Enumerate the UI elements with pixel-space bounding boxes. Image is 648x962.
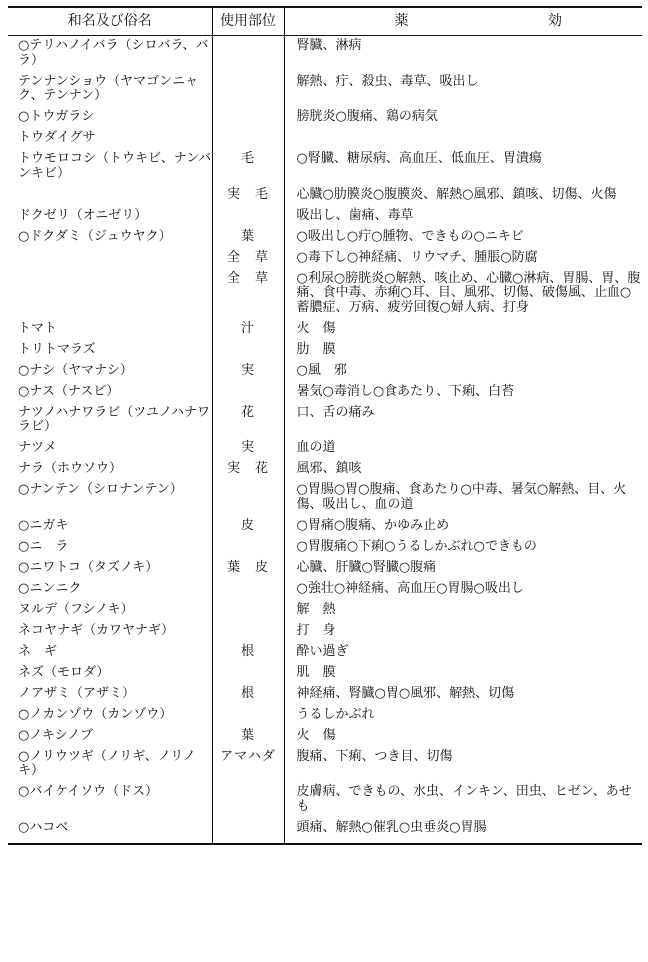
used-part (212, 663, 284, 684)
table-row (8, 340, 642, 361)
header-effect-char-2: 効 (548, 13, 562, 30)
plant-name: ナラ（ホウソウ） (8, 459, 212, 480)
plant-name (8, 185, 212, 206)
medicinal-effect: 解熱、疔、殺虫、毒草、吸出し (296, 73, 479, 89)
used-part (212, 705, 284, 726)
table-row (8, 227, 642, 248)
used-part (212, 72, 284, 108)
medicinal-effect: 心臓○肋膜炎○腹膜炎、解熱○風邪、鎮咳、切傷、火傷 (296, 186, 617, 202)
medicinal-effect: 暑気○毒消し○食あたり、下痢、白苔 (296, 383, 515, 399)
medicinal-effect: 神経痛、腎臓○胃○風邪、解熱、切傷 (296, 685, 515, 701)
used-part: 毛 (212, 149, 284, 185)
medicinal-effect: ○毒下し○神経痛、リウマチ、腫脹○防腐 (296, 249, 538, 265)
used-part: 葉 (212, 227, 284, 248)
used-part (212, 340, 284, 361)
plant-name: トマト (8, 319, 212, 340)
used-part: 葉 (212, 726, 284, 747)
table-row (8, 782, 642, 818)
medicinal-effect: 皮膚病、できもの、水虫、インキン、田虫、ヒゼン、あせも (296, 784, 632, 814)
plant-name: ○ノキシノブ (8, 726, 212, 747)
plant-name: ナツメ (8, 438, 212, 459)
table-row (8, 248, 642, 269)
table-row (8, 185, 642, 206)
medicinal-effect: ○強壮○神経痛、高血圧○胃腸○吸出し (296, 580, 524, 596)
header-effect (284, 7, 642, 36)
plant-name: ○ニ ラ (8, 537, 212, 558)
used-part: 根 (212, 684, 284, 705)
plant-name: ○ナス（ナスビ） (8, 382, 212, 403)
plant-name: ○テリハノイバラ（シロバラ、バラ） (8, 36, 212, 72)
table-row (8, 128, 642, 149)
medicinal-effect: 頭痛、解熱○催乳○虫垂炎○胃腸 (284, 818, 642, 845)
table-row (8, 361, 642, 382)
used-part: 実 (212, 361, 284, 382)
medicinal-effect: 火 傷 (296, 727, 336, 743)
plant-name: ○ハコベ (8, 818, 212, 845)
medicinal-effect: 膀胱炎○腹痛、鶏の病気 (296, 109, 438, 124)
used-part (212, 128, 284, 149)
used-part (212, 537, 284, 558)
table-row (8, 558, 642, 579)
plant-name: ナツノハナワラビ（ツユノハナワラビ） (8, 403, 212, 439)
table-row (8, 72, 642, 108)
medicinal-effect: 吸出し、歯痛、毒草 (296, 207, 414, 223)
table-row (8, 403, 642, 439)
used-part: 汁 (212, 319, 284, 340)
medicinal-effect: 打 身 (296, 622, 336, 638)
used-part (212, 579, 284, 600)
used-part: 全 草 (212, 248, 284, 269)
table-row (8, 726, 642, 747)
table-body (8, 36, 642, 845)
table-row (8, 642, 642, 663)
medicinal-effect: 口、舌の痛み (296, 404, 375, 420)
table-row (8, 149, 642, 185)
used-part (212, 36, 284, 72)
medicinal-effect: ○腎臓、糖尿病、高血圧、低血圧、胃潰瘍 (296, 151, 542, 166)
medicinal-effect: 酔い過ぎ (296, 643, 349, 659)
plant-name: ドクゼリ（オニゼリ） (8, 206, 212, 227)
plant-name: ○ニワトコ（タズノキ） (8, 558, 212, 579)
medicinal-effect: 風邪、鎮咳 (296, 461, 362, 476)
medicinal-effect: 解 熱 (296, 601, 336, 617)
table-row (8, 537, 642, 558)
medicinal-effect: ○胃痛○腹痛、かゆみ止め (296, 517, 450, 533)
header-name: 和名及び俗名 (8, 7, 212, 36)
medicinal-effect: ○吸出し○疔○腫物、できもの○ニキビ (296, 228, 524, 244)
used-part: 根 (212, 642, 284, 663)
header-effect-char-1: 薬 (394, 13, 409, 30)
medicinal-effect: 腎臓、淋病 (296, 38, 362, 53)
table-row (8, 747, 642, 783)
plant-name: ○ノリウツギ（ノリギ、ノリノキ） (8, 747, 212, 783)
table-row (8, 459, 642, 480)
table-row (8, 621, 642, 642)
plant-name: ○バイケイソウ（ドス） (8, 782, 212, 818)
used-part: 皮 (212, 516, 284, 537)
used-part: 実 毛 (212, 185, 284, 206)
table-row (8, 269, 642, 319)
medicinal-effect: 肋 膜 (296, 341, 336, 357)
used-part (212, 480, 284, 516)
table-row (8, 684, 642, 705)
plant-name: ノアザミ（アザミ） (8, 684, 212, 705)
used-part: 実 (212, 438, 284, 459)
table-row (8, 382, 642, 403)
plant-name: ○ナンテン（シロナンテン） (8, 480, 212, 516)
used-part: 実 花 (212, 459, 284, 480)
used-part: 全 草 (212, 269, 284, 319)
table-row (8, 663, 642, 684)
table-row (8, 107, 642, 128)
table-row (8, 516, 642, 537)
medicinal-effect: ○利尿○膀胱炎○解熱、咳止め、心臓○淋病、胃腸、胃、腹痛、食中毒、赤痢○耳、目、風邪、切傷、破傷風、止血○蓄膿症、万病、疲労回復○婦人病、打身 (296, 270, 641, 315)
table-row (8, 480, 642, 516)
table-row (8, 36, 642, 72)
plant-name: ヌルデ（フシノキ） (8, 600, 212, 621)
table-row (8, 600, 642, 621)
header-part: 使用部位 (212, 7, 284, 36)
plant-name (8, 269, 212, 319)
medicinal-effect: 火 傷 (296, 320, 336, 336)
plant-name: トウダイグサ (8, 128, 212, 149)
medicinal-effect: ○風 邪 (296, 362, 347, 378)
plant-name: ○ニンニク (8, 579, 212, 600)
herb-table (8, 6, 642, 845)
used-part (212, 600, 284, 621)
medicinal-effect: 心臓、肝臓○腎臓○腹痛 (296, 559, 437, 575)
plant-name: ネズ（モロダ） (8, 663, 212, 684)
plant-name (8, 248, 212, 269)
plant-name: テンナンショウ（ヤマゴンニャク、テンナン） (8, 72, 212, 108)
table-row (8, 206, 642, 227)
used-part (212, 818, 284, 845)
medicinal-effect: 血の道 (296, 440, 336, 455)
medicinal-effect: ○胃腹痛○下痢○うるしかぶれ○できもの (296, 538, 537, 554)
plant-name: ○ドクダミ（ジュウヤク） (8, 227, 212, 248)
used-part: 花 (212, 403, 284, 439)
table-row (8, 579, 642, 600)
medicinal-effect: うるしかぶれ (296, 706, 375, 722)
used-part (212, 782, 284, 818)
used-part: アマハダ (212, 747, 284, 783)
table-row (8, 818, 642, 845)
table-row (8, 319, 642, 340)
used-part (212, 382, 284, 403)
medicinal-effect: ○胃腸○胃○腹痛、食あたり○中毒、暑気○解熱、目、火傷、吸出し、血の道 (296, 482, 627, 512)
plant-name: ○ノカンゾウ（カンゾウ） (8, 705, 212, 726)
used-part: 葉 皮 (212, 558, 284, 579)
plant-name: ネコヤナギ（カワヤナギ） (8, 621, 212, 642)
table-row (8, 705, 642, 726)
plant-name: ○ナシ（ヤマナシ） (8, 361, 212, 382)
table-header-row (8, 7, 642, 36)
used-part (212, 621, 284, 642)
plant-name: トウモロコシ（トウキビ、ナンバンキビ） (8, 149, 212, 185)
medicinal-effect: 腹痛、下痢、つき目、切傷 (296, 748, 453, 764)
used-part (212, 107, 284, 128)
plant-name: ○トウガラシ (8, 107, 212, 128)
table-row (8, 438, 642, 459)
plant-name: ネ ギ (8, 642, 212, 663)
medicinal-effect (284, 128, 642, 149)
plant-name: ○ニガキ (8, 516, 212, 537)
plant-name: トリトマラズ (8, 340, 212, 361)
medicinal-effect: 肌 膜 (296, 664, 336, 680)
used-part (212, 206, 284, 227)
